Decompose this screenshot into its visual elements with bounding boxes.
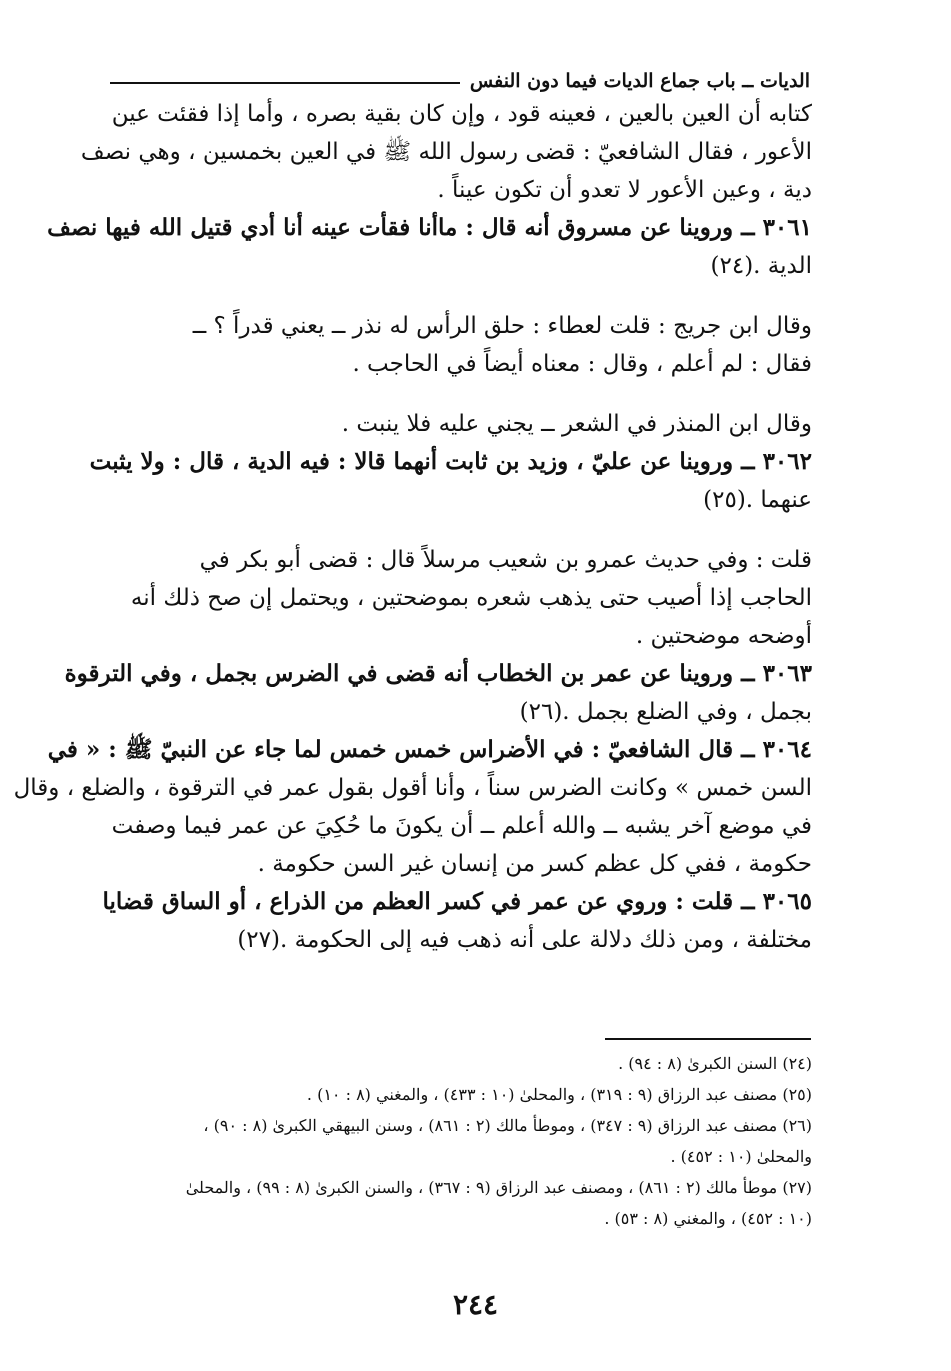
- body-line: كتابه أن العين بالعين ، فعينه قود ، وإن كان بقية بصره ، وأما إذا فقئت عين: [111, 101, 812, 127]
- body-line: الأعور ، فقال الشافعيّ : قضى رسول الله ﷺ في العين بخمسين ، وهي نصف: [80, 139, 812, 165]
- footnotes: [112, 1048, 812, 1234]
- body-line: مختلفة ، ومن ذلك دلالة على أنه ذهب فيه إلى الحكومة .(٢٧): [237, 927, 812, 953]
- body-line: وقال ابن جريج : قلت لعطاء : حلق الرأس له نذر ــ يعني قدراً ؟ ــ: [192, 313, 812, 339]
- hadith-3061: ٣٠٦١ ــ وروينا عن مسروق أنه قال : ماأنا فقأت عينه أنا أدي قتيل الله فيها نصف: [47, 214, 812, 241]
- body-line: بجمل ، وفي الضلع بجمل .(٢٦): [519, 699, 812, 725]
- body-line: دية ، وعين الأعور لا تعدو أن تكون عيناً .: [437, 177, 812, 203]
- body-line: فقال : لم أعلم ، وقال : معناه أيضاً في الحاجب .: [352, 351, 812, 377]
- blank-line: [112, 519, 812, 541]
- footnote-27-continued: (١٠ : ٤٥٢) ، والمغني (٨ : ٥٣) .: [604, 1209, 812, 1228]
- blank-line: [112, 285, 812, 307]
- footnote-24: (٢٤) السنن الكبرىٰ (٨ : ٩٤) .: [618, 1054, 812, 1073]
- header-title: الديات ــ باب جماع الديات فيما دون النفس: [469, 70, 810, 92]
- hadith-3063: ٣٠٦٣ ــ وروينا عن عمر بن الخطاب أنه قضى في الضرس بجمل ، وفي الترقوة: [64, 660, 812, 687]
- running-header: [110, 52, 810, 92]
- footnote-25: (٢٥) مصنف عبد الرزاق (٩ : ٣١٩) ، والمحلىٰ (١٠ : ٤٣٣) ، والمغني (٨ : ١٠) .: [306, 1085, 812, 1104]
- body-line: أوضحه موضحتين .: [635, 623, 812, 649]
- body-line: عنهما .(٢٥): [703, 487, 812, 513]
- hadith-3062: ٣٠٦٢ ــ وروينا عن عليّ ، وزيد بن ثابت أنهما قالا : فيه الدية ، قال : ولا يثبت: [89, 448, 812, 475]
- page-number: ٢٤٤: [452, 1288, 499, 1321]
- body-text: [13, 95, 812, 959]
- body-line: وقال ابن المنذر في الشعر ــ يجني عليه فلا ينبت .: [341, 411, 812, 437]
- hadith-3065: ٣٠٦٥ ــ قلت : وروي عن عمر في كسر العظم من الذراع ، أو الساق قضايا: [102, 888, 812, 915]
- body-line: الدية .(٢٤): [710, 253, 812, 279]
- body-line: الحاجب إذا أصيب حتى يذهب شعره بموضحتين ، ويحتمل إن صح ذلك أنه: [130, 585, 812, 611]
- footnote-26: (٢٦) مصنف عبد الرزاق (٩ : ٣٤٧) ، وموطأ مالك (٢ : ٨٦١) ، وسنن البيهقي الكبرىٰ (٨ : ٩٠) ،: [203, 1116, 812, 1135]
- hadith-3064: ٣٠٦٤ ــ قال الشافعيّ : في الأضراس خمس خمس لما جاء عن النبيّ ﷺ : « في: [47, 736, 812, 763]
- footnote-rule: [605, 1038, 811, 1040]
- body-line: قلت : وفي حديث عمرو بن شعيب مرسلاً قال : قضى أبو بكر في: [199, 547, 812, 573]
- blank-line: [112, 383, 812, 405]
- body-line: السن خمس » وكانت الضرس سناً ، وأنا أقول بقول عمر في الترقوة ، والضلع ، وقال: [13, 775, 812, 801]
- body-line: حكومة ، ففي كل عظم كسر من إنسان غير السن حكومة .: [257, 851, 812, 877]
- header-rule: [110, 82, 460, 84]
- footnote-27: (٢٧) موطأ مالك (٢ : ٨٦١) ، ومصنف عبد الرزاق (٩ : ٣٦٧) ، والسنن الكبرىٰ (٨ : ٩٩) ، والمحلىٰ: [185, 1178, 812, 1197]
- footnote-26-continued: والمحلىٰ (١٠ : ٤٥٢) .: [670, 1147, 812, 1166]
- body-line: في موضع آخر يشبه ــ والله أعلم ــ أن يكونَ ما حُكِيَ عن عمر فيما وصفت: [111, 813, 812, 839]
